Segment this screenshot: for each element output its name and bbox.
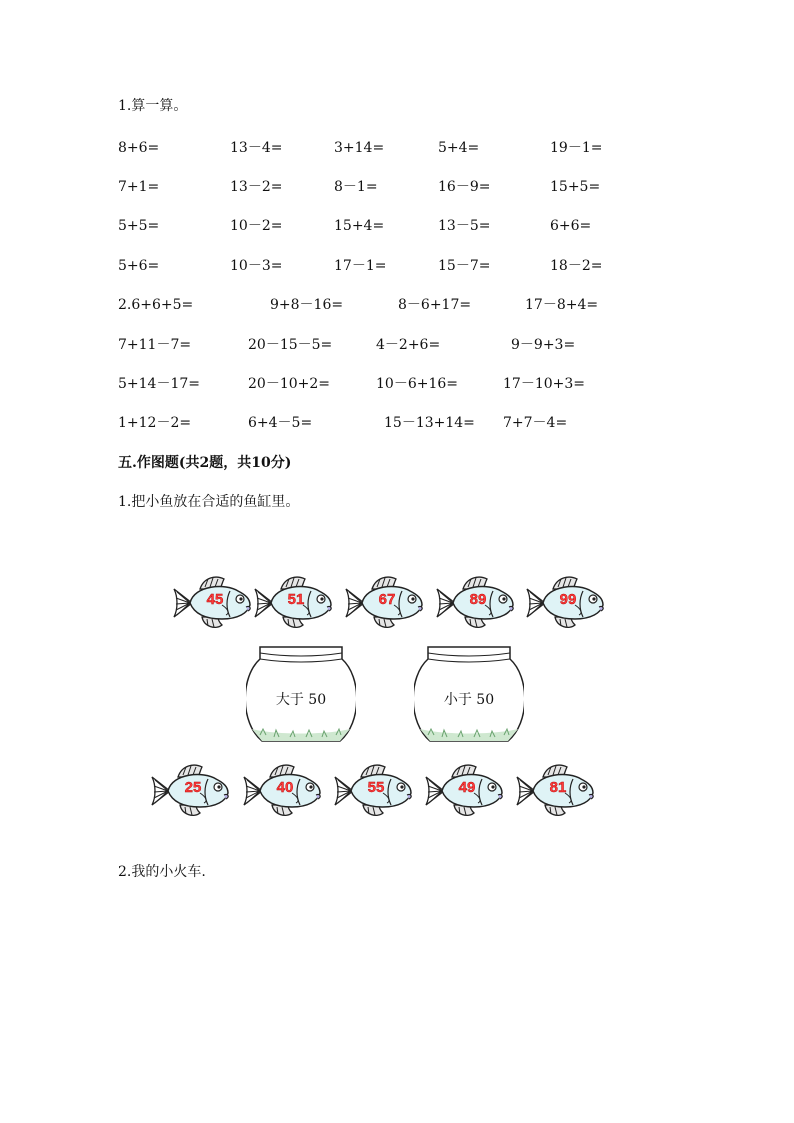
math-problem: 17－1= bbox=[334, 258, 387, 274]
math-problem: 15+5= bbox=[550, 179, 601, 195]
fish[interactable] bbox=[424, 763, 506, 819]
math-problem: 1+12－2= bbox=[118, 415, 192, 431]
math-problem: 13－2= bbox=[230, 179, 283, 195]
fish-number: 40 bbox=[276, 779, 294, 796]
fish-number: 25 bbox=[184, 779, 202, 796]
math-problem: 10－2= bbox=[230, 218, 283, 234]
fish[interactable] bbox=[515, 763, 597, 819]
fishbowl-less-than-50[interactable] bbox=[414, 643, 524, 748]
math-problem: 20－10+2= bbox=[248, 376, 330, 392]
fish-number: 55 bbox=[367, 779, 385, 796]
section5-heading: 五.作图题(共2题，共10分) bbox=[118, 455, 292, 471]
math-problem: 7+1= bbox=[118, 179, 160, 195]
math-problem: 19－1= bbox=[550, 140, 603, 156]
fish[interactable] bbox=[333, 763, 415, 819]
math-problem: 15－13+14= bbox=[384, 415, 475, 431]
math-problem: 6+6= bbox=[550, 218, 592, 234]
math-problem: 10－3= bbox=[230, 258, 283, 274]
fish-number: 67 bbox=[378, 591, 396, 608]
fish[interactable] bbox=[344, 575, 426, 631]
bowl-label: 大于 50 bbox=[275, 692, 327, 708]
math-problem: 13－5= bbox=[438, 218, 491, 234]
fish[interactable] bbox=[242, 763, 324, 819]
math-problem: 9－9+3= bbox=[511, 337, 576, 353]
math-problem: 10－6+16= bbox=[376, 376, 458, 392]
question-2-train: 2.我的小火车. bbox=[118, 864, 206, 880]
fish-number: 99 bbox=[559, 591, 577, 608]
math-problem: 17－8+4= bbox=[525, 297, 599, 313]
fish[interactable] bbox=[525, 575, 607, 631]
fish-number: 45 bbox=[206, 591, 224, 608]
bowl-label: 小于 50 bbox=[443, 692, 495, 708]
math-problem: 18－2= bbox=[550, 258, 603, 274]
fish-number: 51 bbox=[287, 591, 305, 608]
math-problem: 8－1= bbox=[334, 179, 378, 195]
math-problem: 5+4= bbox=[438, 140, 480, 156]
math-problem: 6+4－5= bbox=[248, 415, 313, 431]
fish-number: 49 bbox=[458, 779, 476, 796]
fish[interactable] bbox=[435, 575, 517, 631]
math-problem: 8－6+17= bbox=[398, 297, 472, 313]
math-problem: 15+4= bbox=[334, 218, 385, 234]
fish[interactable] bbox=[253, 575, 335, 631]
math-problem: 16－9= bbox=[438, 179, 491, 195]
math-problem: 20－15－5= bbox=[248, 337, 333, 353]
math-problem: 4－2+6= bbox=[376, 337, 441, 353]
math-problem: 5+6= bbox=[118, 258, 160, 274]
section1-title: 1.算一算。 bbox=[118, 98, 188, 114]
math-problem: 5+14－17= bbox=[118, 376, 200, 392]
math-problem: 3+14= bbox=[334, 140, 385, 156]
fish-number: 89 bbox=[469, 591, 487, 608]
fish[interactable] bbox=[150, 763, 232, 819]
math-problem: 5+5= bbox=[118, 218, 160, 234]
fish-number: 81 bbox=[549, 779, 567, 796]
math-problem: 2.6+6+5= bbox=[118, 297, 194, 313]
fishbowl-greater-than-50[interactable] bbox=[246, 643, 356, 748]
math-problem: 8+6= bbox=[118, 140, 160, 156]
math-problem: 17－10+3= bbox=[503, 376, 585, 392]
question-1-fish: 1.把小鱼放在合适的鱼缸里。 bbox=[118, 494, 300, 510]
math-problem: 9+8－16= bbox=[270, 297, 344, 313]
fish[interactable] bbox=[172, 575, 254, 631]
math-problem: 13－4= bbox=[230, 140, 283, 156]
math-problem: 7+11－7= bbox=[118, 337, 192, 353]
math-problem: 15－7= bbox=[438, 258, 491, 274]
math-problem: 7+7－4= bbox=[503, 415, 568, 431]
